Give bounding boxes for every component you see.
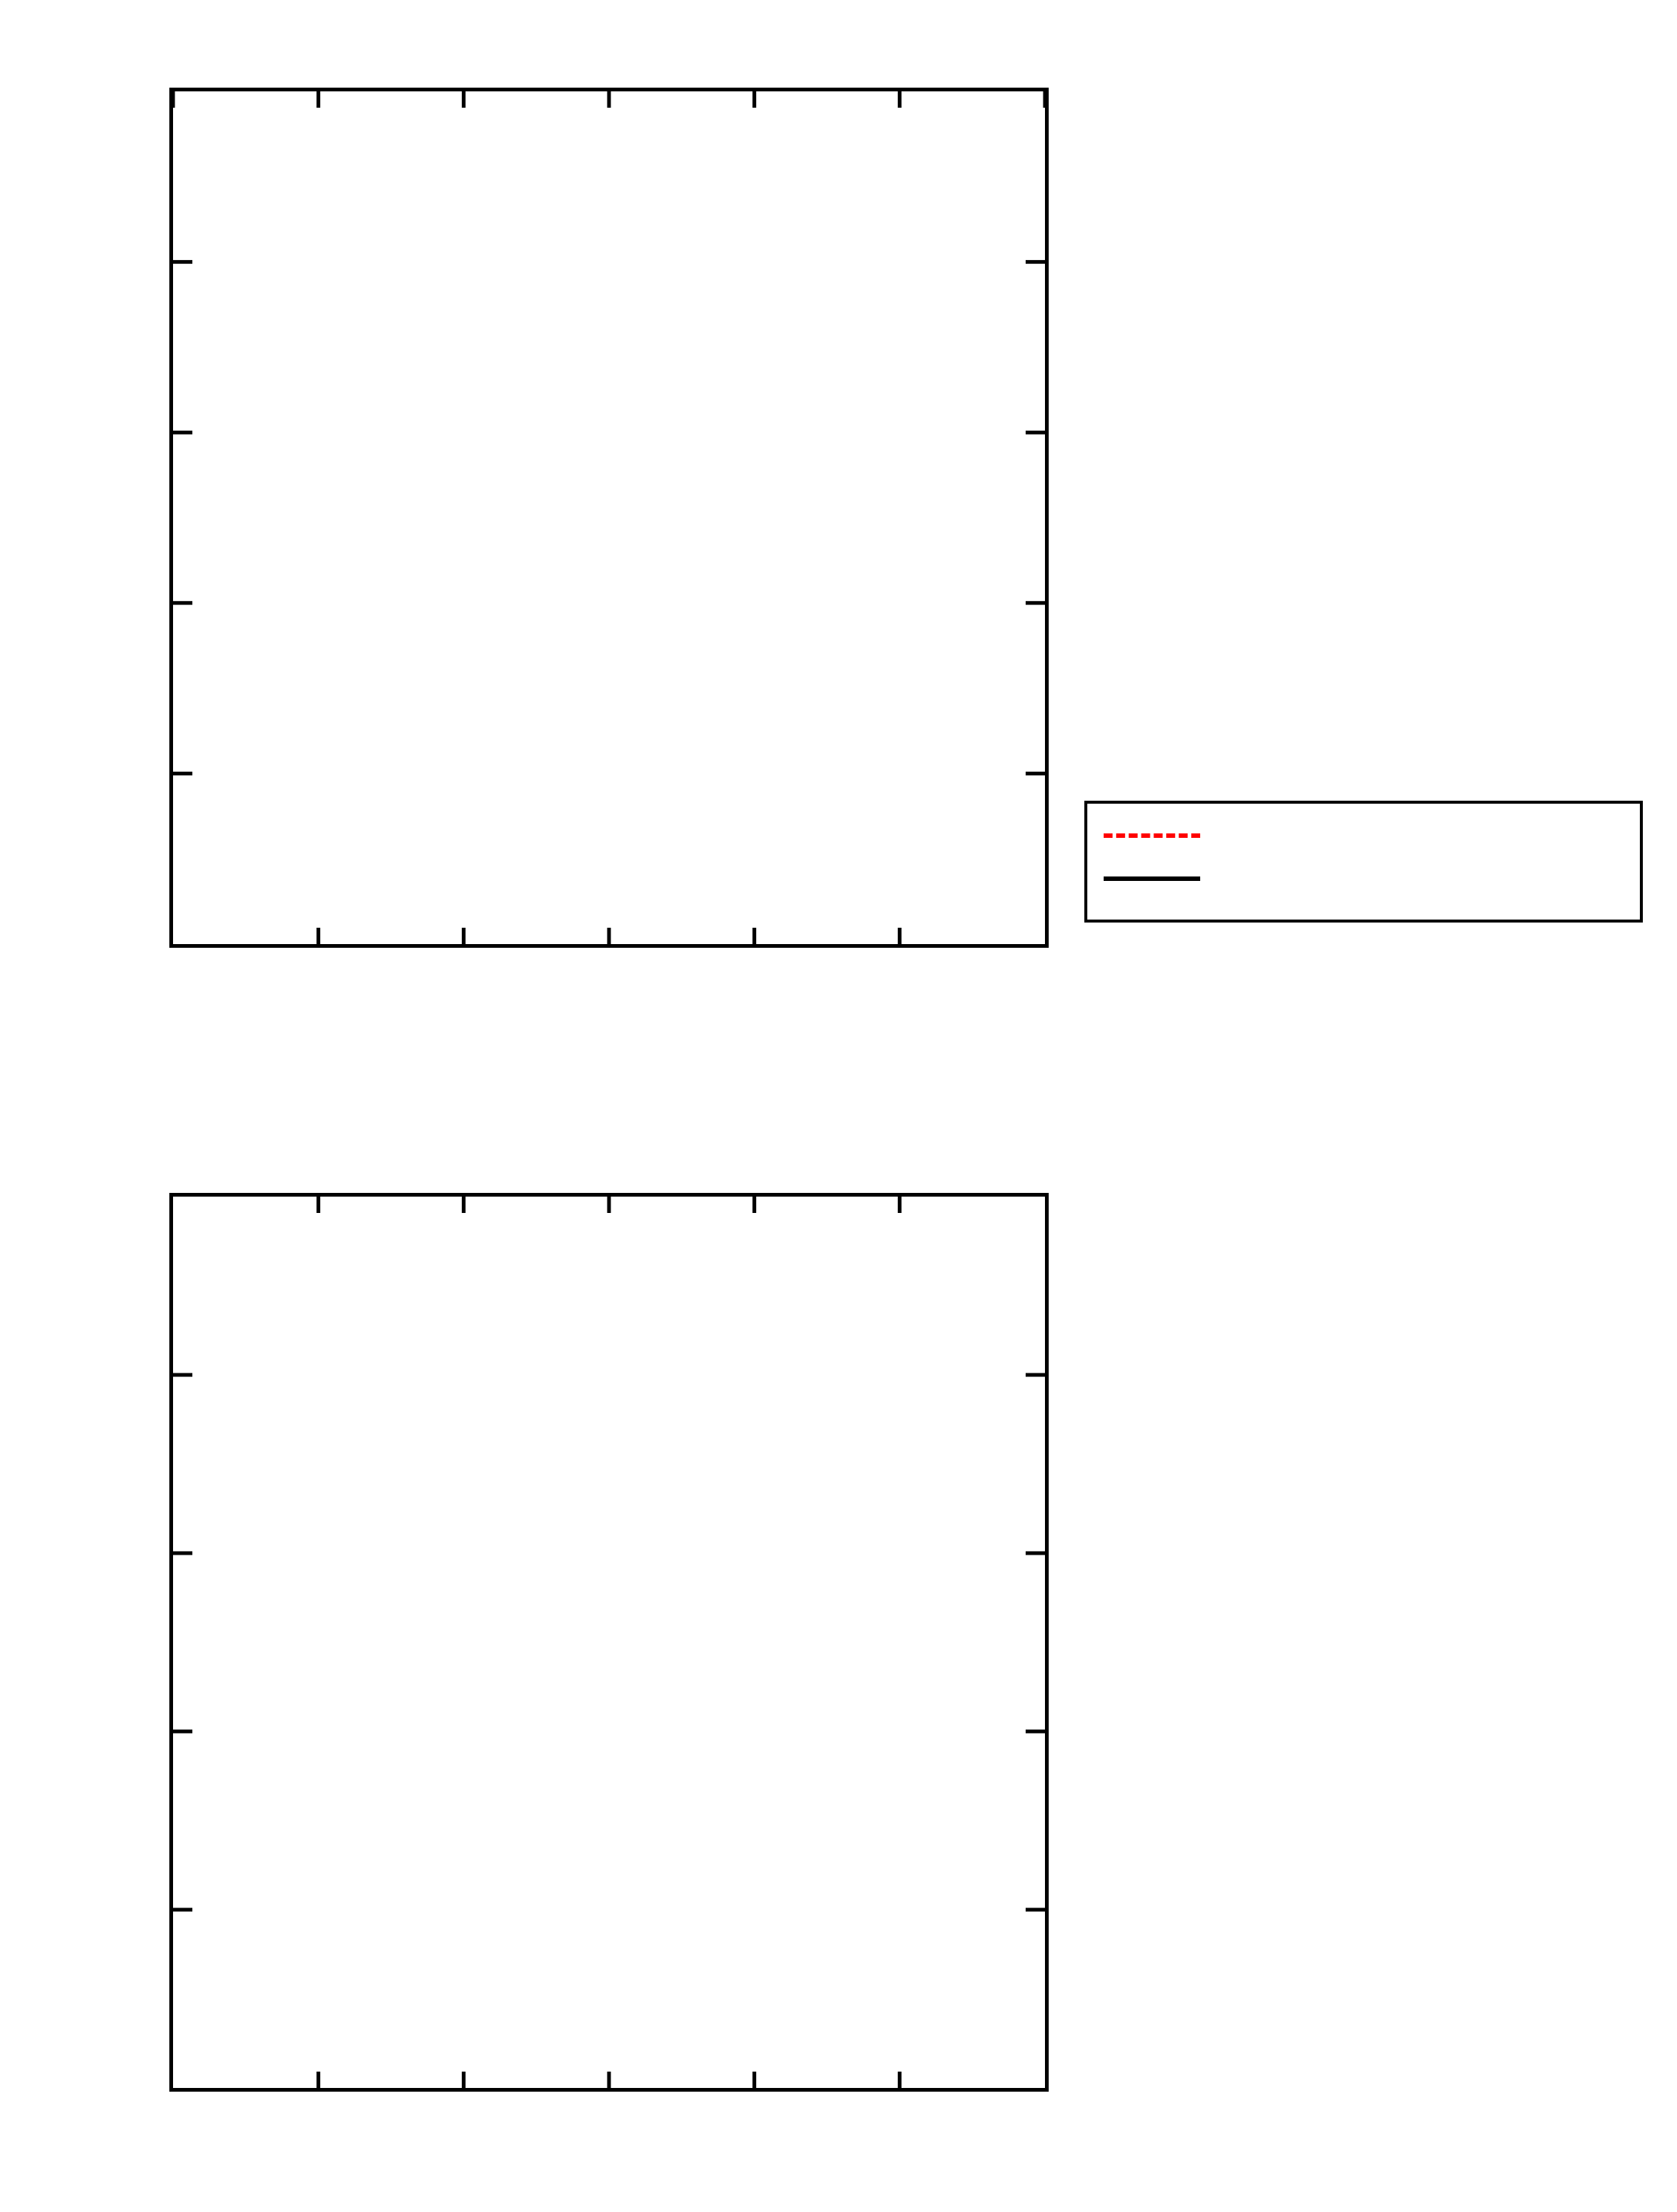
top-axis-ticks-top (173, 91, 1045, 108)
bottom-axis-ticks-left (173, 1375, 192, 1910)
top-axis-ticks-left (173, 262, 192, 774)
bottom-axis-ticks-top (319, 1197, 900, 1213)
bottom-axis-ticks-bottom (319, 2072, 900, 2088)
legend-line-sample-solid (1104, 876, 1200, 881)
chart-legend (1084, 801, 1643, 923)
top-axis-ticks-bottom (319, 928, 900, 944)
top-axis-ticks-right (1026, 262, 1045, 774)
top-plot-area (169, 88, 1049, 948)
bottom-axis-ticks-right (1026, 1375, 1045, 1910)
bottom-plot-svg (173, 1197, 1045, 2088)
legend-entry-1 (1104, 857, 1624, 900)
bottom-plot-area (169, 1193, 1049, 2092)
legend-entry-0 (1104, 814, 1624, 857)
bottom-chart-panel (0, 1092, 1677, 2212)
legend-line-sample-dashed (1104, 833, 1200, 838)
top-chart-panel (0, 0, 1677, 1092)
top-plot-svg (173, 91, 1045, 944)
